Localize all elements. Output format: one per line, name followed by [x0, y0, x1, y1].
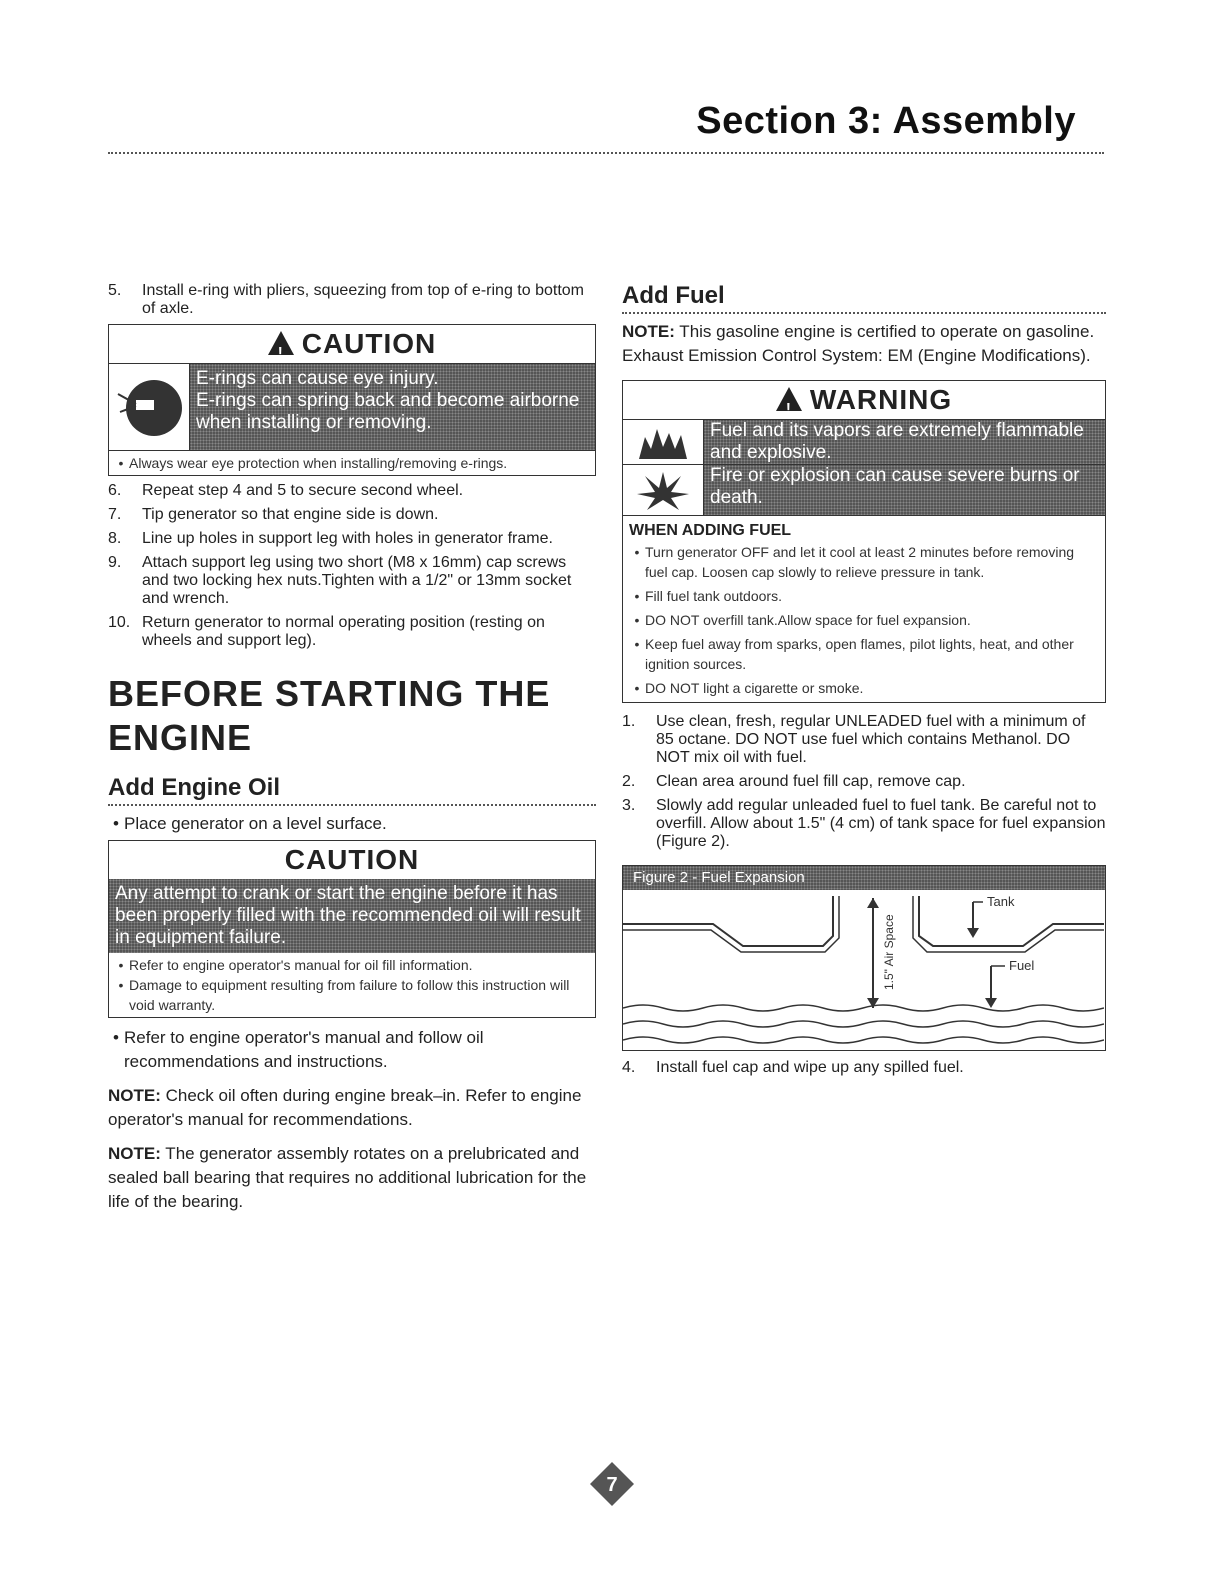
- air-space-label: 1.5" Air Space: [882, 914, 896, 990]
- step-10: 10. Return generator to normal operating position (resting on wheels and support leg).: [108, 614, 545, 649]
- caution-bullet: • Always wear eye protection when installing/removing e-rings.: [109, 450, 595, 475]
- warning-box-fuel: [622, 380, 1106, 703]
- caution-bullet: • Refer to engine operator's manual for oil fill information.: [118, 957, 473, 973]
- warning-burns-text: Fire or explosion can cause severe burns or death.: [704, 465, 1105, 515]
- fuel-expansion-diagram: [623, 890, 1104, 1050]
- caution-hazard-text: E-rings can cause eye injury. E-rings can spring back and become airborne when installing or removing.: [190, 364, 595, 450]
- section-title: Section 3: Assembly: [696, 100, 1076, 142]
- caution-oil-text: Any attempt to crank or start the engine before it has been properly filled with the recommended oil will result in equipment failure.: [109, 879, 595, 953]
- warning-subheading: WHEN ADDING FUEL: [629, 522, 792, 539]
- left-column: [108, 282, 596, 1214]
- right-column: [622, 282, 1106, 1083]
- svg-text:7: 7: [606, 1474, 618, 1496]
- note-bearing: NOTE: The generator assembly rotates on a prelubricated and sealed ball bearing that requires no additional lubrication for the life of the bearing.: [108, 1144, 587, 1211]
- step-7: 7. Tip generator so that engine side is down.: [108, 506, 439, 523]
- warning-bullet: • Fill fuel tank outdoors.: [634, 588, 782, 604]
- warning-bullet: • Turn generator OFF and let it cool at least 2 minutes before removing fuel cap. Loosen cap slowly to relieve pressure in tank.: [634, 544, 1075, 580]
- step-6: 6. Repeat step 4 and 5 to secure second wheel.: [108, 482, 464, 499]
- fuel-step-4: 4. Install fuel cap and wipe up any spilled fuel.: [622, 1059, 964, 1076]
- warning-title: ! WARNING: [623, 381, 1105, 419]
- fuel-label: Fuel: [1009, 958, 1035, 973]
- fuel-step-2: 2. Clean area around fuel fill cap, remove cap.: [622, 773, 966, 790]
- caution-box-erings: [108, 324, 596, 476]
- note-gasoline: NOTE: This gasoline engine is certified to operate on gasoline. Exhaust Emission Control System: EM (Engine Modifications).: [622, 322, 1095, 365]
- eye-protection-icon: [109, 364, 190, 450]
- warning-bullet: • Keep fuel away from sparks, open flames, pilot lights, heat, and other ignition sources.: [634, 636, 1074, 672]
- explosion-icon: [623, 465, 704, 515]
- step-8: 8. Line up holes in support leg with holes in generator frame.: [108, 530, 553, 547]
- figure-fuel-expansion: [622, 865, 1106, 1051]
- caution-bullet: • Damage to equipment resulting from failure to follow this instruction will void warranty.: [118, 977, 570, 1013]
- fire-icon: [623, 420, 704, 464]
- caution-title: ! CAUTION: [109, 325, 595, 363]
- figure-title: Figure 2 - Fuel Expansion: [623, 866, 1105, 890]
- warning-flammable-text: Fuel and its vapors are extremely flammable and explosive.: [704, 420, 1105, 464]
- subheading-add-engine-oil: Add Engine Oil: [108, 774, 596, 806]
- note-break-in: NOTE: Check oil often during engine break–in. Refer to engine operator's manual for recommendations.: [108, 1086, 582, 1129]
- subheading-add-fuel: Add Fuel: [622, 282, 1106, 314]
- bullet-level-surface: • Place generator on a level surface.: [113, 814, 387, 833]
- fuel-step-3: 3. Slowly add regular unleaded fuel to fuel tank. Be careful not to overfill. Allow about 1.5" (4 cm) of tank space for fuel expansion (Figure 2).: [622, 797, 1106, 850]
- header-rule: [108, 152, 1104, 154]
- warning-triangle-icon: !: [268, 331, 294, 355]
- page-number-badge: [588, 1460, 636, 1508]
- warning-triangle-icon: !: [776, 387, 802, 411]
- step-5: 5. Install e-ring with pliers, squeezing from top of e-ring to bottom of axle.: [108, 282, 584, 317]
- caution-box-oil: [108, 840, 596, 1018]
- heading-before-starting: BEFORE STARTING THE ENGINE: [108, 673, 551, 758]
- caution-title: CAUTION: [284, 844, 420, 875]
- step-9: 9. Attach support leg using two short (M8 x 16mm) cap screws and two locking hex nuts.Tighten with a 1/2" or 13mm socket and wrench.: [108, 554, 572, 607]
- fuel-step-1: 1. Use clean, fresh, regular UNLEADED fuel with a minimum of 85 octane. DO NOT use fuel which contains Methanol. DO NOT mix oil with fuel.: [622, 713, 1086, 766]
- tank-label: Tank: [987, 894, 1015, 909]
- warning-bullet: • DO NOT overfill tank.Allow space for fuel expansion.: [634, 612, 971, 628]
- bullet-refer-manual: • Refer to engine operator's manual and follow oil recommendations and instructions.: [113, 1028, 484, 1071]
- warning-bullet: • DO NOT light a cigarette or smoke.: [634, 680, 864, 696]
